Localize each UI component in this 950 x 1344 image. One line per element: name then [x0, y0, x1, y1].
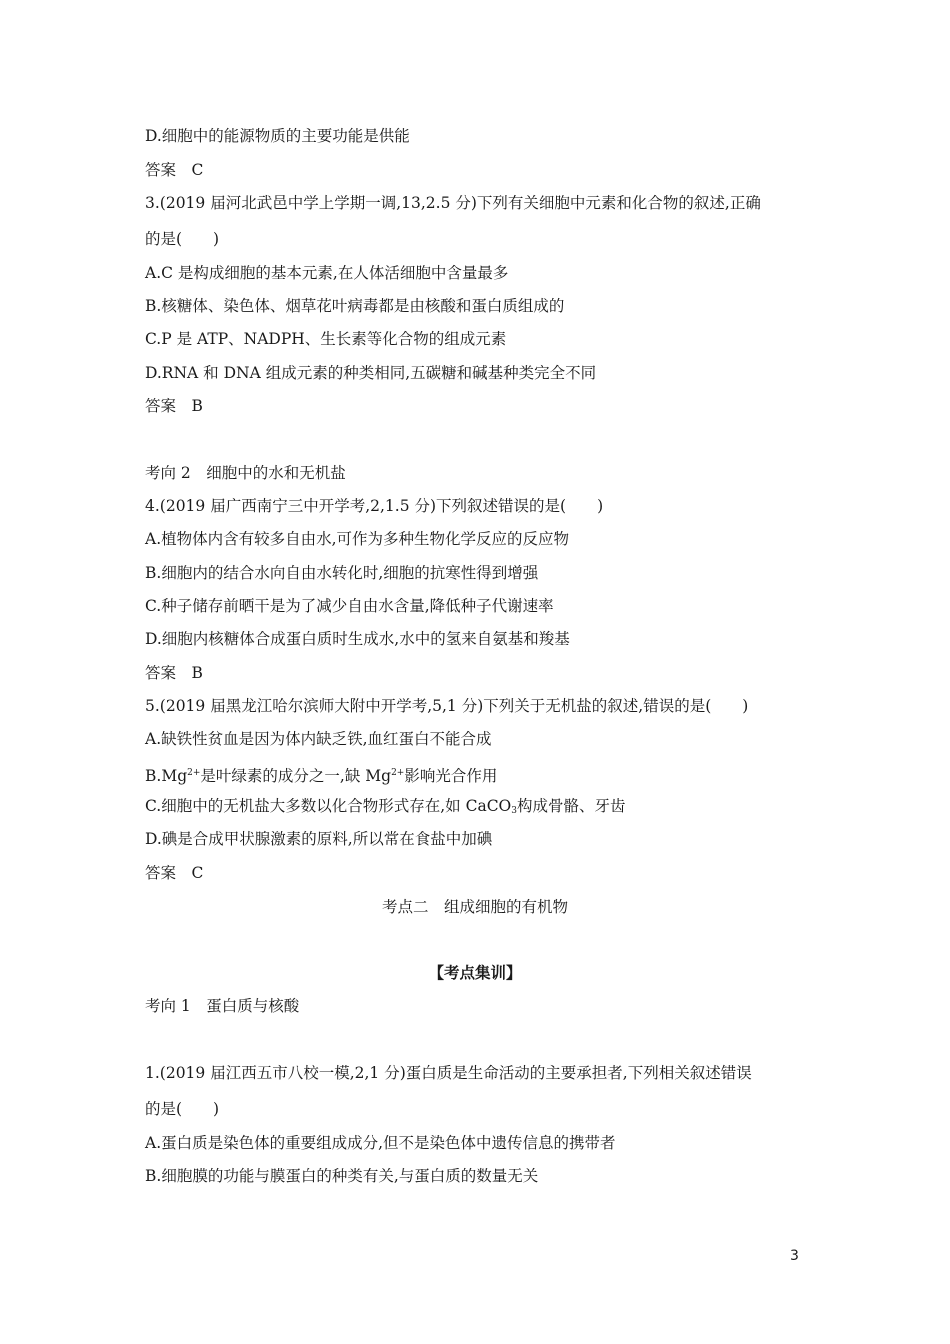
text-segment: B.Mg — [145, 767, 188, 785]
option-d: D.细胞中的能源物质的主要功能是供能 — [145, 127, 410, 145]
text-segment: 是叶绿素的成分之一,缺 Mg — [200, 767, 392, 785]
option-b: B.核糖体、染色体、烟草花叶病毒都是由核酸和蛋白质组成的 — [145, 297, 565, 315]
question-3: 3.(2019 届河北武邑中学上学期一调,13,2.5 分)下列有关细胞中元素和化合物的叙述,正确 — [145, 194, 761, 212]
topic-heading: 考向 2 细胞中的水和无机盐 — [145, 464, 346, 482]
question-3-cont: 的是( ) — [145, 230, 220, 248]
superscript: 2+ — [187, 768, 201, 778]
answer: 答案 B — [145, 397, 203, 415]
topic-heading: 考向 1 蛋白质与核酸 — [145, 997, 300, 1015]
option-c — [145, 796, 626, 821]
text-segment: C.细胞中的无机盐大多数以化合物形式存在,如 CaCO — [145, 797, 512, 815]
text-segment: 影响光合作用 — [404, 767, 498, 785]
option-b: B.细胞膜的功能与膜蛋白的种类有关,与蛋白质的数量无关 — [145, 1167, 539, 1185]
option-a: A.植物体内含有较多自由水,可作为多种生物化学反应的反应物 — [145, 530, 570, 548]
option-c: C.种子储存前晒干是为了减少自由水含量,降低种子代谢速率 — [145, 597, 554, 615]
option-d: D.RNA 和 DNA 组成元素的种类相同,五碳糖和碱基种类完全不同 — [145, 364, 597, 382]
sub-title: 【考点集训】 — [428, 963, 522, 982]
option-c: C.P 是 ATP、NADPH、生长素等化合物的组成元素 — [145, 330, 507, 348]
option-a: A.蛋白质是染色体的重要组成成分,但不是染色体中遗传信息的携带者 — [145, 1134, 616, 1152]
section-title: 考点二 组成细胞的有机物 — [381, 898, 568, 916]
option-a: A.C 是构成细胞的基本元素,在人体活细胞中含量最多 — [145, 264, 509, 282]
question-1: 1.(2019 届江西五市八校一模,2,1 分)蛋白质是生命活动的主要承担者,下列相关叙述错误 — [145, 1064, 752, 1082]
answer: 答案 C — [145, 161, 204, 179]
option-d: D.细胞内核糖体合成蛋白质时生成水,水中的氢来自氨基和羧基 — [145, 630, 570, 648]
option-b: B.细胞内的结合水向自由水转化时,细胞的抗寒性得到增强 — [145, 564, 539, 582]
answer: 答案 C — [145, 864, 204, 882]
text-segment: 构成骨骼、牙齿 — [517, 797, 626, 815]
question-5: 5.(2019 届黑龙江哈尔滨师大附中开学考,5,1 分)下列关于无机盐的叙述,错误的是( ) — [145, 697, 749, 715]
question-4: 4.(2019 届广西南宁三中开学考,2,1.5 分)下列叙述错误的是( ) — [145, 497, 604, 515]
answer: 答案 B — [145, 664, 203, 682]
option-d: D.碘是合成甲状腺激素的原料,所以常在食盐中加碘 — [145, 830, 493, 848]
option-b — [145, 763, 497, 786]
superscript: 2+ — [391, 768, 405, 778]
option-a: A.缺铁性贫血是因为体内缺乏铁,血红蛋白不能合成 — [145, 730, 492, 748]
question-1-cont: 的是( ) — [145, 1100, 220, 1118]
subscript: 3 — [511, 806, 517, 816]
page-number: 3 — [790, 1248, 799, 1264]
